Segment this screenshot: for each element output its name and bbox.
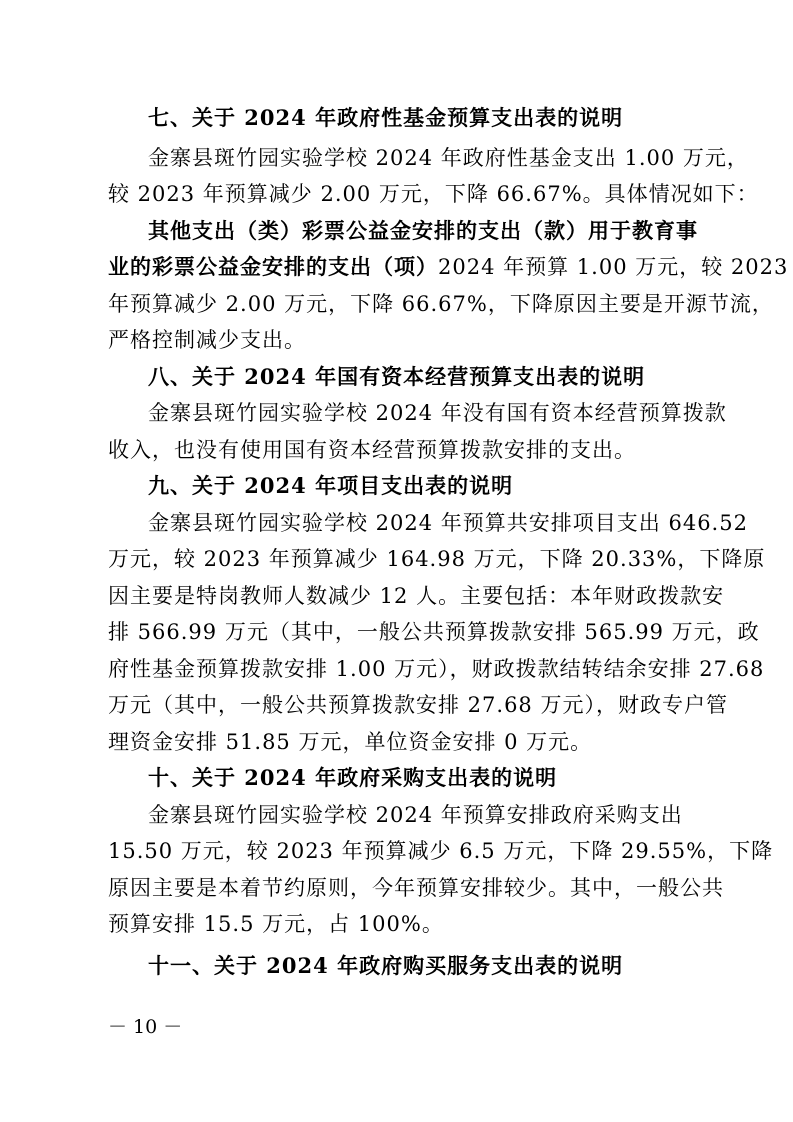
paragraph-line: 收入，也没有使用国有资本经营预算拨款安排的支出。 [108,438,636,462]
paragraph-line: 因主要是特岗教师人数减少 12 人。主要包括：本年财政拨款安 [108,584,725,608]
bold-item-text: 业的彩票公益金安排的支出（项） [108,254,438,279]
paragraph-line: 严格控制减少支出。 [108,328,306,352]
paragraph-line: 金寨县斑竹园实验学校 2024 年没有国有资本经营预算拨款 [148,401,727,425]
section-heading-8: 八、关于 2024 年国有资本经营预算支出表的说明 [148,364,646,389]
section-heading-9: 九、关于 2024 年项目支出表的说明 [148,473,514,498]
paragraph-line: 金寨县斑竹园实验学校 2024 年预算安排政府采购支出 [148,803,683,827]
paragraph-line: 较 2023 年预算减少 2.00 万元，下降 66.67%。具体情况如下： [108,182,759,206]
section-heading-10: 十、关于 2024 年政府采购支出表的说明 [148,765,558,790]
paragraph-line: 排 566.99 万元（其中，一般公共预算拨款安排 565.99 万元，政 [108,620,760,644]
paragraph-line: 万元（其中，一般公共预算拨款安排 27.68 万元），财政专户管 [108,693,728,717]
paragraph-line: 万元，较 2023 年预算减少 164.98 万元，下降 20.33%，下降原 [108,547,766,571]
item-text: 2024 年预算 1.00 万元，较 2023 [438,255,789,279]
bold-item-line: 其他支出（类）彩票公益金安排的支出（款）用于教育事 [148,218,698,243]
paragraph-line-mixed [108,252,788,282]
paragraph-line: 预算安排 15.5 万元，占 100%。 [108,912,444,936]
paragraph-line: 15.50 万元，较 2023 年预算减少 6.5 万元，下降 29.55%，下降 [108,839,774,863]
section-heading-7: 七、关于 2024 年政府性基金预算支出表的说明 [148,105,624,130]
section-heading-11: 十一、关于 2024 年政府购买服务支出表的说明 [148,953,624,978]
paragraph-line: 金寨县斑竹园实验学校 2024 年预算共安排项目支出 646.52 [148,511,748,535]
paragraph-line: 府性基金预算拨款安排 1.00 万元），财政拨款结转结余安排 27.68 [108,657,765,681]
paragraph-line: 理资金安排 51.85 万元，单位资金安排 0 万元。 [108,730,593,754]
paragraph-line: 金寨县斑竹园实验学校 2024 年政府性基金支出 1.00 万元， [148,146,749,170]
page-number: － 10 － [108,1016,183,1038]
paragraph-line: 原因主要是本着节约原则，今年预算安排较少。其中，一般公共 [108,876,724,900]
paragraph-line: 年预算减少 2.00 万元，下降 66.67%，下降原因主要是开源节流， [108,292,774,316]
